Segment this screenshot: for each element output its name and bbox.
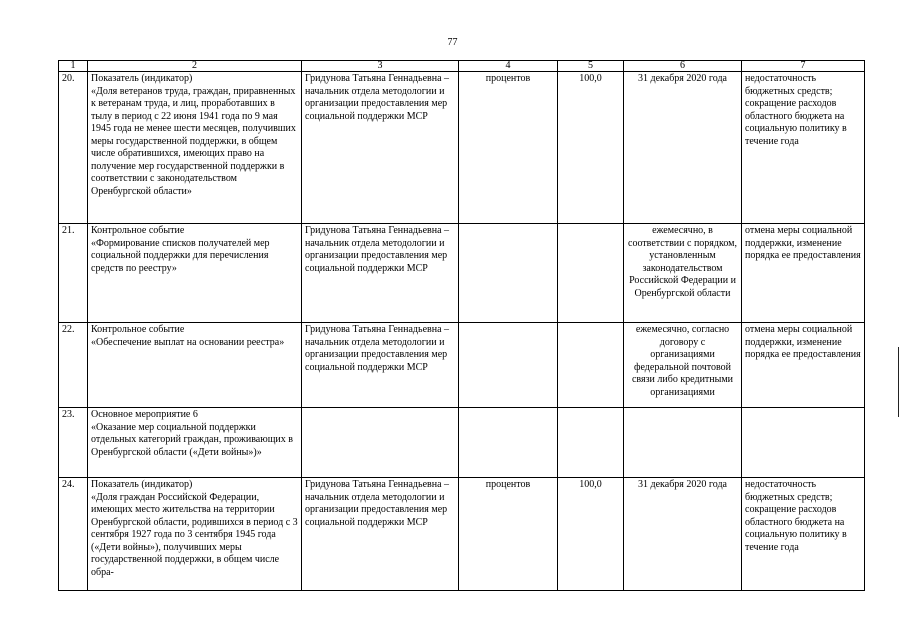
table-row [59,72,865,224]
row-term [624,408,742,478]
row-value [558,224,624,323]
row-text: «Обеспечение выплат на основании реестра» [91,336,285,348]
row-responsible: Гридунова Татьяна Геннадьевна – начальник отдела методологии и организации предоставления мер социальной поддержки МСР [302,72,459,224]
row-risk: отмена меры социальной поддержки, изменение порядка ее предоставления [742,323,865,408]
row-unit [459,408,558,478]
row-risk: отмена меры социальной поддержки, изменение порядка ее предоставления [742,224,865,323]
row-risk [742,408,865,478]
row-type: Контрольное событие [91,225,185,236]
row-type: Основное мероприятие 6 [91,409,198,420]
row-type: Показатель (индикатор) [91,73,193,84]
row-text: «Доля граждан Российской Федерации, имеющих место жительства на территории Оренбургской области, родившихся в период с 3 сентября 1927 года по 3 сентября 1945 года («Дети войны»), получивших меры государственной поддержки, в общем числе обра- [91,491,298,578]
row-description [88,72,302,224]
column-header: 4 [459,61,558,72]
row-responsible: Гридунова Татьяна Геннадьевна – начальник отдела методологии и организации предоставления мер социальной поддержки МСР [302,323,459,408]
row-term: ежемесячно, согласно договору с организациями федеральной почтовой связи либо кредитными организациями [624,323,742,408]
program-table [58,60,865,591]
row-term: ежемесячно, в соответствии с порядком, установленным законодательством Российской Федерации и Оренбургской области [624,224,742,323]
row-type: Контрольное событие [91,324,185,335]
row-number: 24. [59,478,88,591]
row-description [88,323,302,408]
row-responsible: Гридунова Татьяна Геннадьевна – начальник отдела методологии и организации предоставления мер социальной поддержки МСР [302,478,459,591]
column-header: 7 [742,61,865,72]
table-row [59,224,865,323]
row-term: 31 декабря 2020 года [624,72,742,224]
row-unit: процентов [459,72,558,224]
row-unit [459,323,558,408]
page-number: 77 [447,37,458,48]
row-risk: недостаточность бюджетных средств; сокращение расходов областного бюджета на социальную политику в течение года [742,72,865,224]
row-number: 23. [59,408,88,478]
column-header: 6 [624,61,742,72]
column-header: 5 [558,61,624,72]
row-unit [459,224,558,323]
table-row [59,323,865,408]
column-header: 3 [302,61,459,72]
row-description [88,224,302,323]
row-value [558,408,624,478]
row-type: Показатель (индикатор) [91,479,193,490]
row-responsible [302,408,459,478]
row-number: 20. [59,72,88,224]
table-row [59,408,865,478]
row-responsible: Гридунова Татьяна Геннадьевна – начальник отдела методологии и организации предоставления мер социальной поддержки МСР [302,224,459,323]
row-number: 21. [59,224,88,323]
row-term: 31 декабря 2020 года [624,478,742,591]
table-header-row [59,61,865,72]
row-text: «Оказание мер социальной поддержки отдельных категорий граждан, проживающих в Оренбургской области («Дети войны»)» [91,421,293,458]
row-unit: процентов [459,478,558,591]
row-text: «Доля ветеранов труда, граждан, приравненных к ветеранам труда, и лиц, проработавших в тылу в период с 22 июня 1941 года по 9 мая 1945 года не менее шести месяцев, получивших меры государственной поддержки, в общем числе обратившихся, имеющих право на получение мер государственной поддержки в соответствии с законодательством Оренбургской области» [91,85,296,197]
row-value: 100,0 [558,72,624,224]
row-number: 22. [59,323,88,408]
column-header: 1 [59,61,88,72]
row-description [88,408,302,478]
scan-edge-line [898,347,899,417]
row-value: 100,0 [558,478,624,591]
row-description [88,478,302,591]
row-text: «Формирование списков получателей мер социальной поддержки для перечисления средств по реестру» [91,237,270,274]
column-header: 2 [88,61,302,72]
row-risk: недостаточность бюджетных средств; сокращение расходов областного бюджета на социальную политику в течение года [742,478,865,591]
table-row [59,478,865,591]
row-value [558,323,624,408]
